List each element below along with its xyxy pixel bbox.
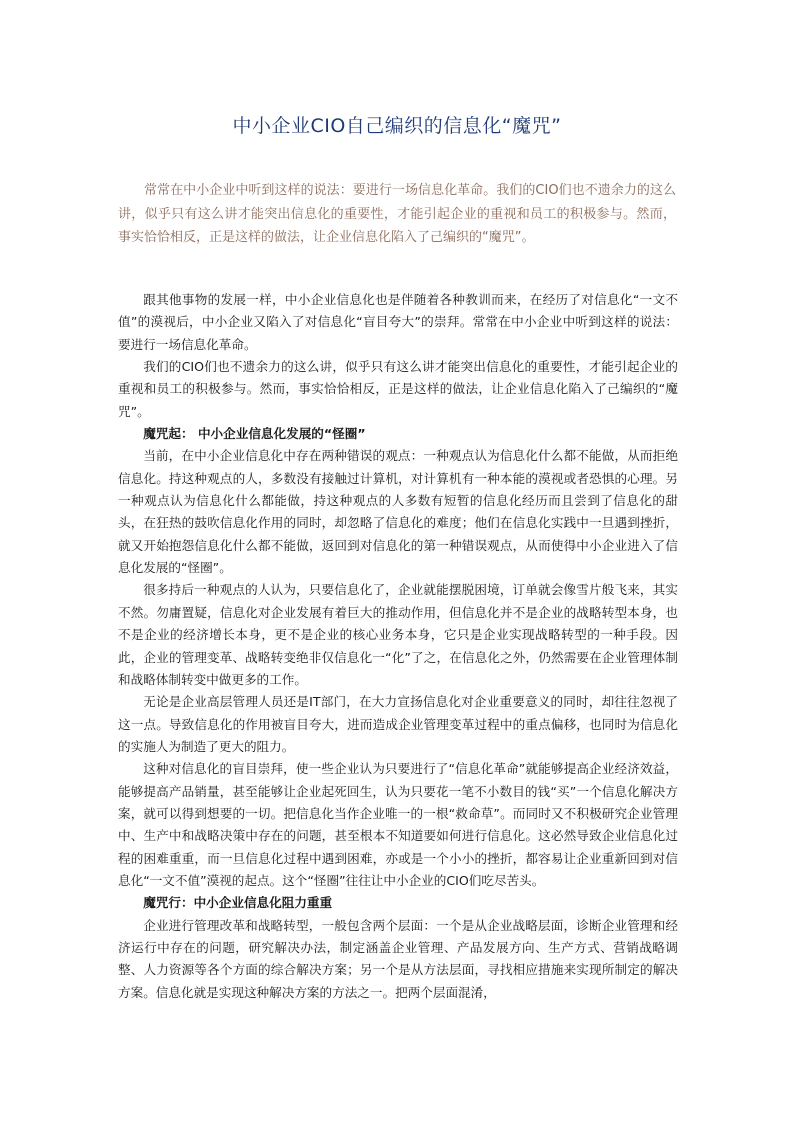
body-paragraph: 无论是企业高层管理人员还是IT部门，在大力宣扬信息化对企业重要意义的同时，却往往忽视了这一点。导致信息化的作用被盲目夸大，进而造成企业管理变革过程中的重点偏移，也同时为信息化的实施人为制造了更大的阻力。: [118, 694, 678, 754]
section-heading: 魔咒起： 中小企业信息化发展的“怪圈”: [143, 426, 366, 442]
body-paragraph: 跟其他事物的发展一样，中小企业信息化也是伴随着各种教训而来，在经历了对信息化“一文不值”的漠视后，中小企业又陷入了对信息化“盲目夸大”的崇拜。常常在中小企业中听到这样的说法：要进行一场信息化革命。: [118, 292, 678, 352]
section-heading: 魔咒行：中小企业信息化阻力重重: [143, 895, 333, 911]
body-paragraph: 企业进行管理改革和战略转型，一般包含两个层面：一个是从企业战略层面，诊断企业管理和经济运行中存在的问题，研究解决办法，制定涵盖企业管理、产品发展方向、生产方式、营销战略调整、人力资源等各个方面的综合解决方案；另一个是从方法层面，寻找相应措施来实现所制定的解决方案。信息化就是实现这种解决方案的方法之一。把两个层面混淆，: [118, 917, 678, 1000]
body-paragraph: 这种对信息化的盲目崇拜，使一些企业认为只要进行了“信息化革命”就能够提高企业经济效益，能够提高产品销量，甚至能够让企业起死回生，认为只要花一笔不小数目的钱“买”一个信息化解决方案，就可以得到想要的一切。把信息化当作企业唯一的一根“救命草”。而同时又不积极研究企业管理中、生产中和战略决策中存在的问题，甚至根本不知道要如何进行信息化。这必然导致企业信息化过程的困难重重，而一旦信息化过程中遇到困难，亦或是一个小小的挫折，都容易让企业重新回到对信息化“一文不值”漠视的起点。这个“怪圈”往往让中小企业的CIO们吃尽苦头。: [118, 761, 678, 888]
body-paragraph: 当前，在中小企业信息化中存在两种错误的观点：一种观点认为信息化什么都不能做，从而拒绝信息化。持这种观点的人，多数没有接触过计算机，对计算机有一种本能的漠视或者恐惧的心理。另一种观点认为信息化什么都能做，持这种观点的人多数有短暂的信息化经历而且尝到了信息化的甜头，在狂热的鼓吹信息化作用的同时，却忽略了信息化的难度；他们在信息化实践中一旦遇到挫折，就又开始抱怨信息化什么都不能做，返回到对信息化的第一种错误观点，从而使得中小企业进入了信息化发展的“怪圈”。: [118, 448, 678, 576]
document-title: 中小企业CIO自己编织的信息化“魔咒”: [232, 115, 562, 137]
body-paragraph: 我们的CIO们也不遗余力的这么讲，似乎只有这么讲才能突出信息化的重要性，才能引起企业的重视和员工的积极参与。然而，事实恰恰相反，正是这样的做法，让企业信息化陷入了己编织的“魔咒”。: [118, 359, 678, 419]
abstract-paragraph: 常常在中小企业中听到这样的说法：要进行一场信息化革命。我们的CIO们也不遗余力的这么讲，似乎只有这么讲才能突出信息化的重要性，才能引起企业的重视和员工的积极参与。然而，事实恰恰相反，正是这样的做法，让企业信息化陷入了己编织的“魔咒”。: [118, 183, 676, 245]
document-body: [118, 289, 678, 1004]
body-paragraph: 很多持后一种观点的人认为，只要信息化了，企业就能摆脱困境，订单就会像雪片般飞来，其实不然。勿庸置疑，信息化对企业发展有着巨大的推动作用，但信息化并不是企业的战略转型本身，也不是企业的经济增长本身，更不是企业的核心业务本身，它只是企业实现战略转型的一种手段。因此，企业的管理变革、战略转变绝非仅信息化一“化”了之，在信息化之外，仍然需要在企业管理体制和战略体制转变中做更多的工作。: [118, 582, 678, 687]
